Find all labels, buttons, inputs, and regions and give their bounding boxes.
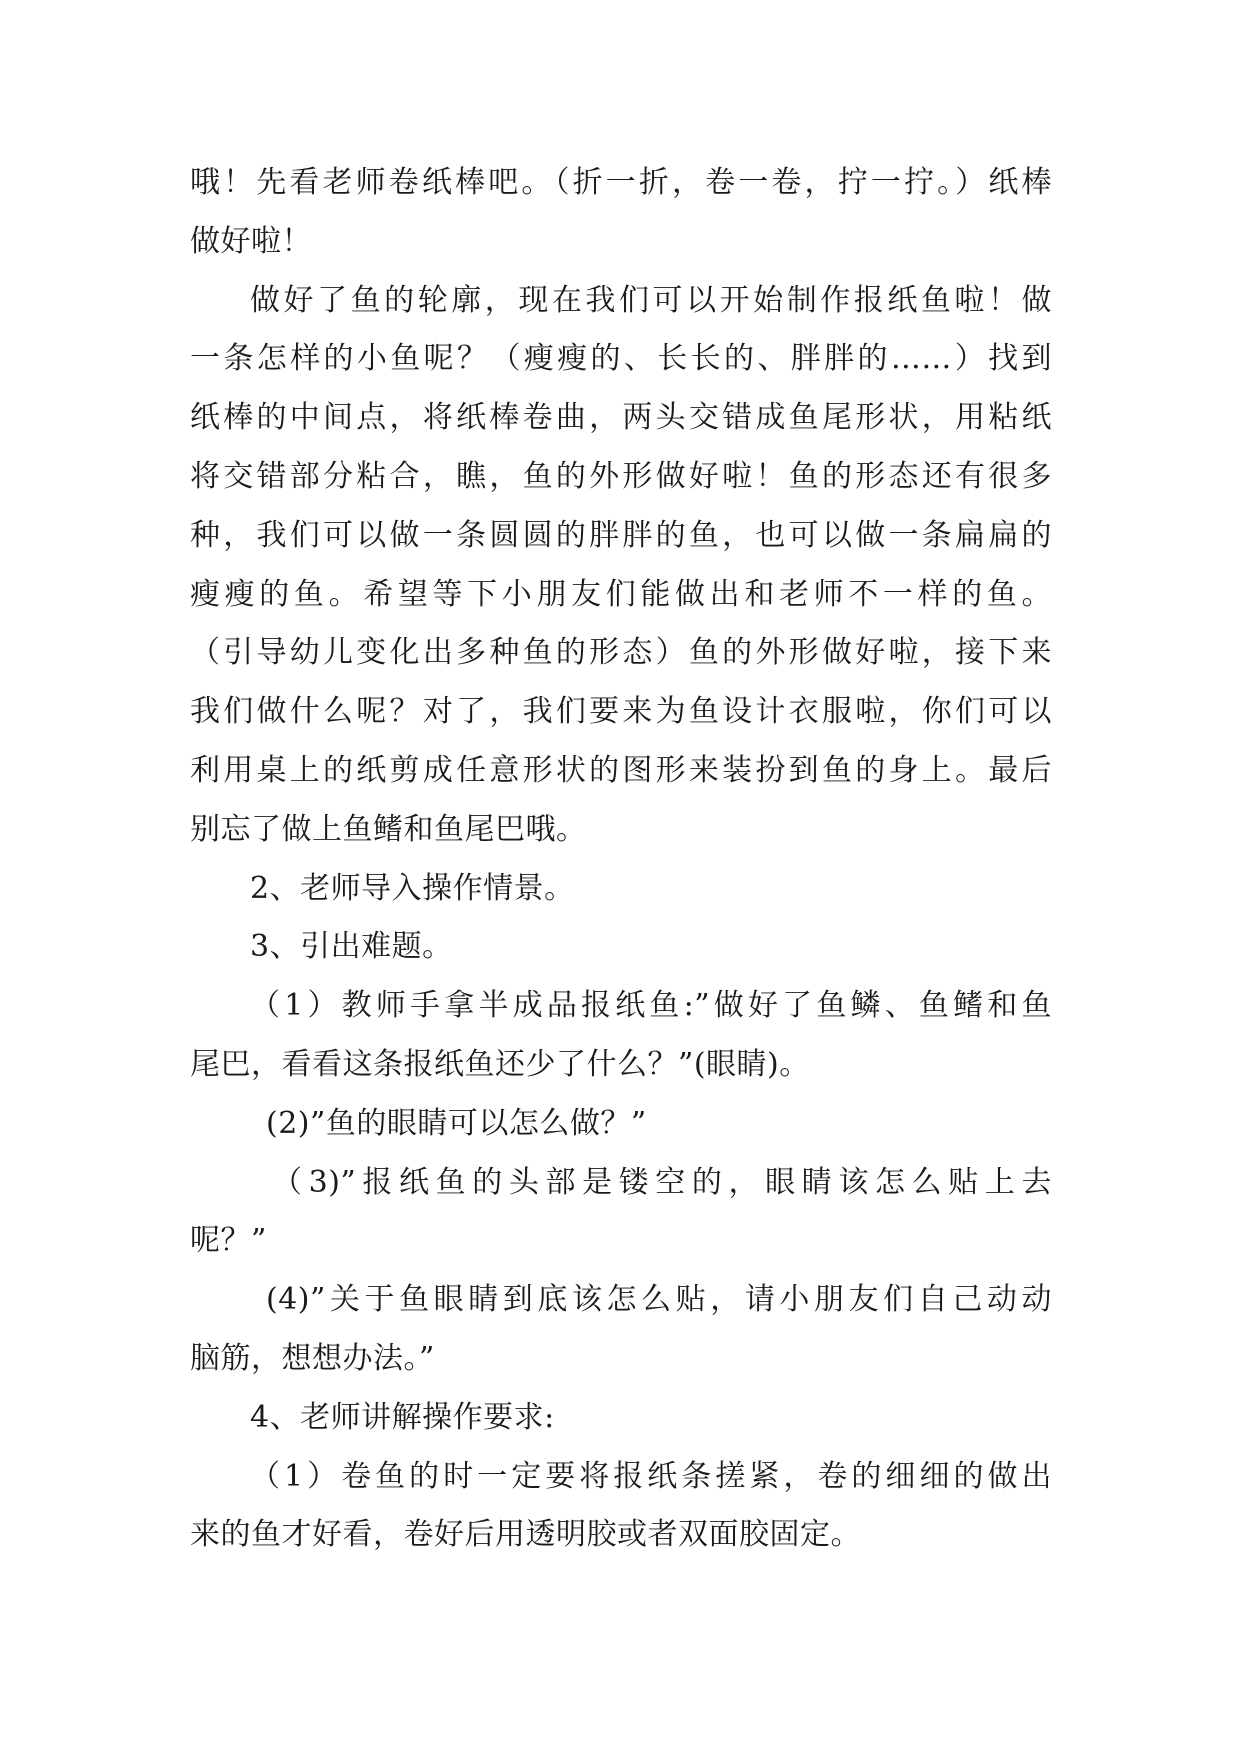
text-line: 一条怎样的小鱼呢？（瘦瘦的、长长的、胖胖的……）找到 [190,341,1052,377]
text-line: (4)”关于鱼眼睛到底该怎么贴，请小朋友们自己动动 [266,1282,1052,1318]
text-line: 来的鱼才好看，卷好后用透明胶或者双面胶固定。 [190,1517,861,1553]
text-line: 种，我们可以做一条圆圆的胖胖的鱼，也可以做一条扁扁的 [190,517,1052,553]
text-line: 做好了鱼的轮廓，现在我们可以开始制作报纸鱼啦！做 [250,282,1052,318]
text-line: 我们做什么呢？对了，我们要来为鱼设计衣服啦，你们可以 [190,694,1052,730]
text-line: 做好啦！ [190,223,312,259]
text-line: （1）教师手拿半成品报纸鱼:”做好了鱼鳞、鱼鳍和鱼 [250,988,1052,1024]
text-line: 哦！先看老师卷纸棒吧。（折一折，卷一卷，拧一拧。）纸棒 [190,165,1052,200]
text-line: 瘦瘦的鱼。希望等下小朋友们能做出和老师不一样的鱼。 [190,576,1052,612]
text-line: （3)”报纸鱼的头部是镂空的，眼睛该怎么贴上去 [272,1164,1052,1200]
text-line: 2、老师导入操作情景。 [250,870,575,906]
text-line: 别忘了做上鱼鳍和鱼尾巴哦。 [190,811,587,847]
text-line: （引导幼儿变化出多种鱼的形态）鱼的外形做好啦，接下来 [190,635,1052,671]
text-line: 呢？” [190,1223,267,1259]
text-line: 4、老师讲解操作要求: [250,1399,555,1435]
text-line: 纸棒的中间点，将纸棒卷曲，两头交错成鱼尾形状，用粘纸 [190,400,1052,436]
text-line: 利用桌上的纸剪成任意形状的图形来装扮到鱼的身上。最后 [190,752,1052,788]
text-line: （1）卷鱼的时一定要将报纸条搓紧，卷的细细的做出 [250,1458,1052,1494]
text-line: (2)”鱼的眼睛可以怎么做？” [266,1105,647,1141]
text-line: 脑筋，想想办法。” [190,1340,435,1376]
text-line: 将交错部分粘合，瞧，鱼的外形做好啦！鱼的形态还有很多 [190,458,1052,494]
text-line: 3、引出难题。 [250,929,453,965]
document-body [190,154,1052,1565]
text-line: 尾巴，看看这条报纸鱼还少了什么？”(眼睛)。 [190,1046,810,1082]
